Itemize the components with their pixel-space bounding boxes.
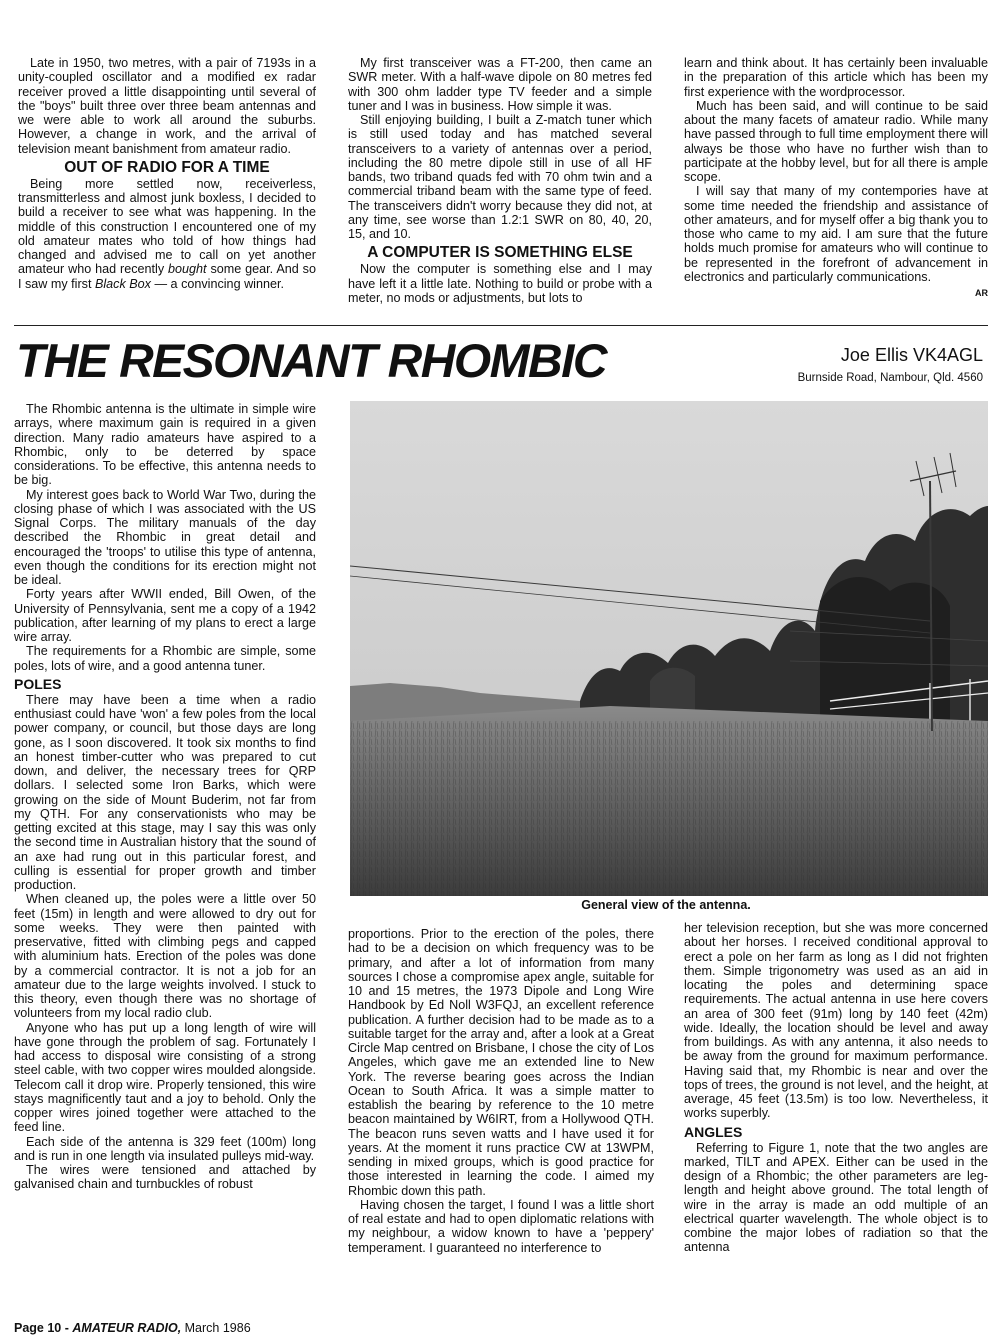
article-column-2 <box>348 927 654 1255</box>
paragraph: Referring to Figure 1, note that the two angles are marked, TILT and APEX. Either can be used in the design of a Rhombic; the other parameters are leg-length and height above ground. The total length of wire in the array is made an odd multiple of an electrical quarter wavelength. The whole object is to combine the major lobes of radiation so that the antenna <box>684 1140 988 1255</box>
paragraph: The requirements for a Rhombic are simple, some poles, lots of wire, and a good antenna tuner. <box>14 644 316 673</box>
section-heading: OUT OF RADIO FOR A TIME <box>64 158 270 176</box>
antenna-photo <box>350 401 988 896</box>
paragraph: When cleaned up, the poles were a little over 50 feet (15m) in length and were allowed to dry out for some weeks. They were then painted with preservative, fitted with climbing pegs and capped with aluminium hats. Erection of the poles was done by a commercial contractor. It is not a job for an amateur due to the large weights involved. I stuck to this theory, even though there was no shortage of volunteers from my local radio club. <box>14 892 316 1021</box>
section-heading: ANGLES <box>684 1123 743 1140</box>
paragraph: Being more settled now, receiverless, transmitterless and almost junk boxless, I decided to build a receiver to see what was happening. In the middle of this construction I encountered one of my old amateur mates who told of how things had changed and advised me to call on yet another amateur who had recently bought some gear. And so I saw my first Black Box — a convincing winner. <box>18 176 316 291</box>
divider-rule <box>14 325 988 326</box>
antenna-photo-image <box>350 401 988 896</box>
page-footer <box>14 1321 251 1335</box>
end-mark: AR <box>975 288 988 298</box>
section-heading: A COMPUTER IS SOMETHING ELSE <box>367 244 633 262</box>
paragraph: My interest goes back to World War Two, during the closing phase of which I was associated with the US Signal Corps. The military manuals of the day described the Rhombic in great detail and encouraged the 'troops' to utilise this type of antenna, even though the conditions for its erection might not be ideal. <box>14 487 316 587</box>
paragraph: My first transceiver was a FT-200, then came an SWR meter. With a half-wave dipole on 80 metres fed with 300 ohm ladder type TV feeder and a simple tuner and I was in business. How simple it was. <box>348 56 652 113</box>
section-heading: POLES <box>14 675 62 692</box>
paragraph: Having chosen the target, I found I was a little short of real estate and had to open diplomatic relations with my neighbour, a widow known to have a 'peppery' temperament. I guaranteed no interference to <box>348 1197 654 1255</box>
photo-caption: General view of the antenna. <box>581 898 751 912</box>
page-number: Page 10 - <box>14 1321 73 1335</box>
author-name: Joe Ellis VK4AGL <box>840 345 983 365</box>
paragraph: I will say that many of my contempories have at some time needed the friendship and assistance of other amateurs, and for myself offer a big thank you to those who came to my aid. I am sure that the future holds much promise for amateurs who will continue to be represented in the forefront of advancement in electronics and particularly communications. <box>684 184 988 284</box>
paragraph: her television reception, but she was more concerned about her horses. I received conditional approval to erect a pole on her farm as long as I did not frighten them. Simple trigonometry was used as an aid in locating the poles and determining space requirements. The actual antenna in use here covers an area of 300 feet (91m) long by 140 feet (42m) wide. Ideally, the location should be level and away from buildings. As with any antenna, it also needs to be away from the ground for maximum performance. Having said that, my Rhombic is near and over the tops of trees, the ground is not level, and the height, at average, 45 feet (13.5m) is too low. Nevertheless, it works superbly. <box>684 921 988 1121</box>
paragraph: The wires were tensioned and attached by galvanised chain and turnbuckles of robust <box>14 1163 316 1192</box>
paragraph: There may have been a time when a radio enthusiast could have 'won' a few poles from the local power company, or council, but those days are long gone, as I soon discovered. It took six months to find an honest timber-cutter who was prepared to cut down, and deliver, the necessary trees for QRP dollars. I selected some Iron Barks, which were growing on the side of Mount Buderim, not far from my QTH. For any conservationists who may be getting excited at this stage, may I say this was only the second time in Australian history that the sound of an axe had rung out in this particular forest, and culling is essential for proper growth and timber production. <box>14 692 316 892</box>
article-title: THE RESONANT RHOMBIC <box>16 334 606 387</box>
paragraph: Still enjoying building, I built a Z-match tuner which is still used today and has matched several transceivers to a variety of antennas over a period, including the 80 metre dipole still in use of all HF bands, two triband quads fed with 70 ohm twin and a commercial triband beam with the same type of feed. The transceivers didn't worry because they did not, at any time, see worse than 1.2:1 SWR on 80, 40, 20, 15, and 10. <box>348 113 652 241</box>
paragraph: The Rhombic antenna is the ultimate in simple wire arrays, where maximum gain is required in a given direction. Many radio amateurs have aspired to a Rhombic, only to be deterred by space considerations. To be effective, this antenna needs to be big. <box>14 402 316 488</box>
paragraph: learn and think about. It has certainly been invaluable in the preparation of this article which has been my first experience with the wordprocessor. <box>684 56 988 99</box>
magazine-name: AMATEUR RADIO, <box>72 1321 182 1335</box>
paragraph: Now the computer is something else and I may have left it a little late. Nothing to build or probe with a meter, no mods or adjustments, but lots to <box>348 262 652 305</box>
article-column-3 <box>684 921 988 1255</box>
top-column-3 <box>684 56 988 300</box>
top-column-1 <box>18 56 316 291</box>
issue-date: March 1986 <box>181 1321 251 1335</box>
paragraph: Each side of the antenna is 329 feet (100m) long and is run in one length via insulated pulleys mid-way. <box>14 1134 316 1163</box>
top-column-2 <box>348 56 652 305</box>
paragraph: Forty years after WWII ended, Bill Owen, of the University of Pennsylvania, sent me a copy of a 1942 publication, after learning of my plans to erect a large wire array. <box>14 587 316 644</box>
author-address: Burnside Road, Nambour, Qld. 4560 <box>797 372 983 384</box>
paragraph: Anyone who has put up a long length of wire will have gone through the problem of sag. Fortunately I had access to disposal wire consisting of a strong steel cable, with two copper wires moulded alongside. Telecom call it drop wire. Properly tensioned, this wire stays magnificently taut and a joy to behold. Only the copper wires joined together were attached to the feed line. <box>14 1020 316 1135</box>
article-column-1 <box>14 402 316 1192</box>
paragraph: proportions. Prior to the erection of the poles, there had to be a decision on which frequency was to be primary, and after a lot of information from many sources I chose a compromise apex angle, suitable for 10 and 15 metres, the 1973 Dipole and Long Wire Handbook by Ed Noll W3FQJ, an excellent reference publication. A further decision had to be made as to a suitable target for the array and, after a look at a Great Circle Map centred on Brisbane, I chose the city of Los Angeles, which gave me an extended line to New York. The reverse bearing goes across the Indian Ocean to South Africa. It was a simple matter to establish the bearing by reference to the 10 metre beacon maintained by W6IRT, from a Hollywood QTH. The beacon runs seven watts and I have used it for years. At the moment it runs practice CW at 13WPM, sending in mixed groups, which is good practice for those interested in learning the code. I aimed my Rhombic down this path. <box>348 927 654 1198</box>
paragraph: Late in 1950, two metres, with a pair of 7193s in a unity-coupled oscillator and a modified ex radar receiver proved a little disappointing until several of the "boys" built three over three beam antennas and we were able to work all around the suburbs. However, a change in work, and the arrival of television meant banishment from amateur radio. <box>18 56 316 156</box>
paragraph: Much has been said, and will continue to be said about the many facets of amateur radio. While many have passed through to full time employment there will always be those who have no further wish than to participate at the hobby level, but for all there is ample scope. <box>684 98 988 184</box>
